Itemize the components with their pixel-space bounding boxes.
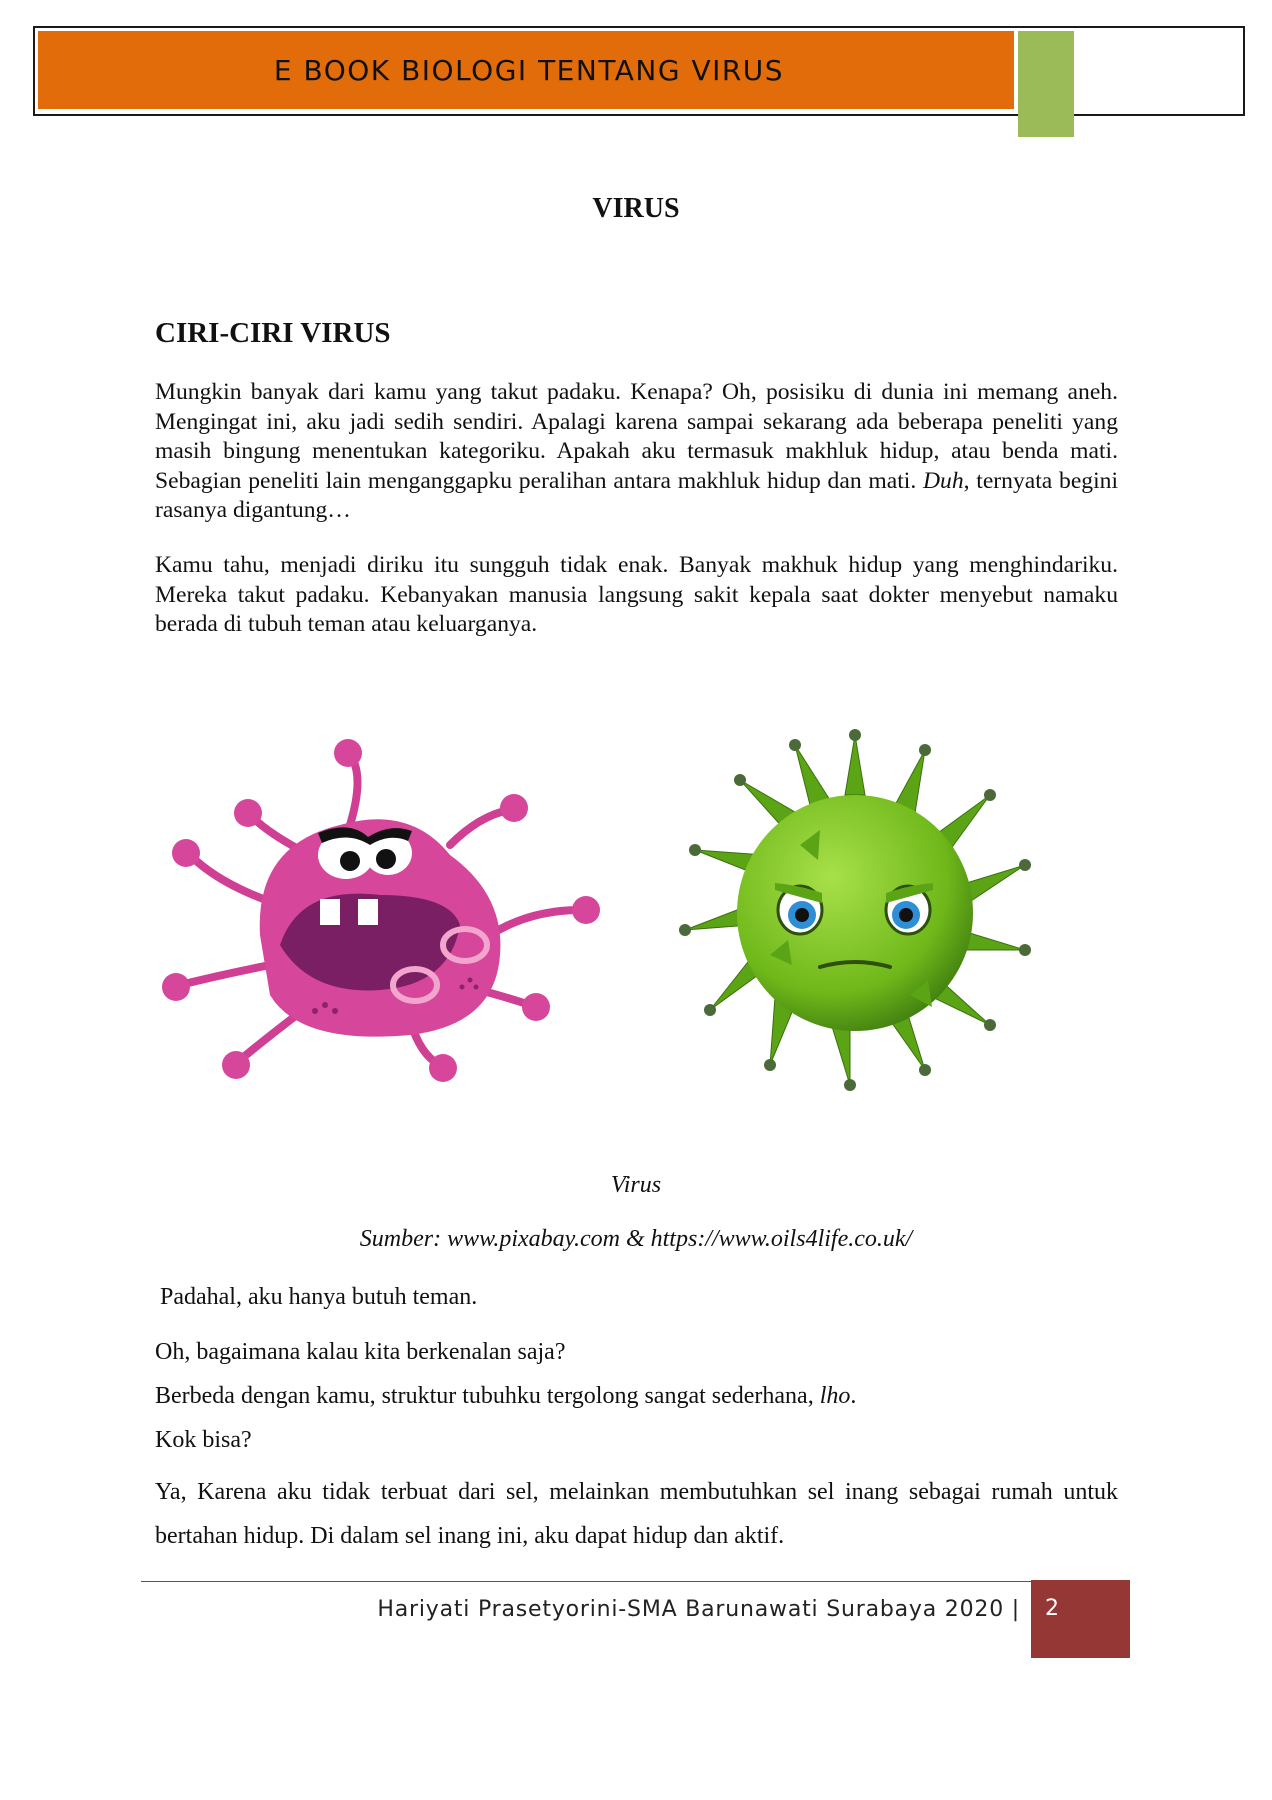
header-title: E BOOK BIOLOGI TENTANG VIRUS <box>273 53 785 87</box>
text-line-2: Oh, bagaimana kalau kita berkenalan saja? <box>155 1339 566 1365</box>
figure-caption: Virus <box>610 1172 662 1198</box>
paragraph-1-text: Mungkin banyak dari kamu yang takut padaku. Kenapa? Oh, posisiku di dunia ini memang aneh. Mengingat ini, aku jadi sedih sendiri. Apalagi karena sampai sekarang ada beberapa peneliti yang masih bingung menentukan kategoriku. Apakah aku termasuk makhluk hidup, atau benda mati. Sebagian peneliti lain menganggapku peralihan antara makhluk hidup dan mati. <box>155 379 1118 494</box>
text-line-3-emphasis: lho <box>819 1383 851 1409</box>
paragraph-1-emphasis: Duh <box>922 467 964 494</box>
paragraph-2: Kamu tahu, menjadi diriku itu sungguh tidak enak. Banyak makhuk hidup yang menghindariku. Mereka takut padaku. Kebanyakan manusia langsung sakit kepala saat dokter menyebut namaku berada di tubuh teman atau keluarganya. <box>155 552 1118 637</box>
text-line-3-text: Berbeda dengan kamu, struktur tubuhku tergolong sangat sederhana, <box>155 1383 820 1409</box>
page-number-box <box>1031 1580 1130 1658</box>
text-line-3-tail: . <box>850 1383 857 1409</box>
footer-rule <box>141 1581 1035 1582</box>
header-accent-block <box>1018 31 1074 137</box>
figure-source: Sumber: www.pixabay.com & https://www.oils4life.co.uk/ <box>359 1226 913 1252</box>
text-line-3 <box>155 1381 1118 1411</box>
paragraph-1 <box>155 378 1118 526</box>
text-line-1: Padahal, aku hanya butuh teman. <box>160 1284 478 1310</box>
pink-virus-illustration <box>150 735 630 1095</box>
text-line-5: Ya, Karena aku tidak terbuat dari sel, melainkan membutuhkan sel inang sebagai rumah untuk bertahan hidup. Di dalam sel inang ini, aku dapat hidup dan aktif. <box>155 1479 1118 1549</box>
header-bar <box>38 31 1014 109</box>
section-title: CIRI-CIRI VIRUS <box>155 317 391 349</box>
page-title: VIRUS <box>592 193 680 224</box>
green-virus-illustration <box>670 725 1040 1095</box>
page-number: 2 <box>1045 1596 1059 1621</box>
footer-text: Hariyati Prasetyorini-SMA Barunawati Surabaya 2020 | <box>377 1597 1020 1622</box>
paragraph-1-tail: , ternyata begini rasanya digantung… <box>155 467 1118 523</box>
text-line-4: Kok bisa? <box>155 1427 252 1453</box>
